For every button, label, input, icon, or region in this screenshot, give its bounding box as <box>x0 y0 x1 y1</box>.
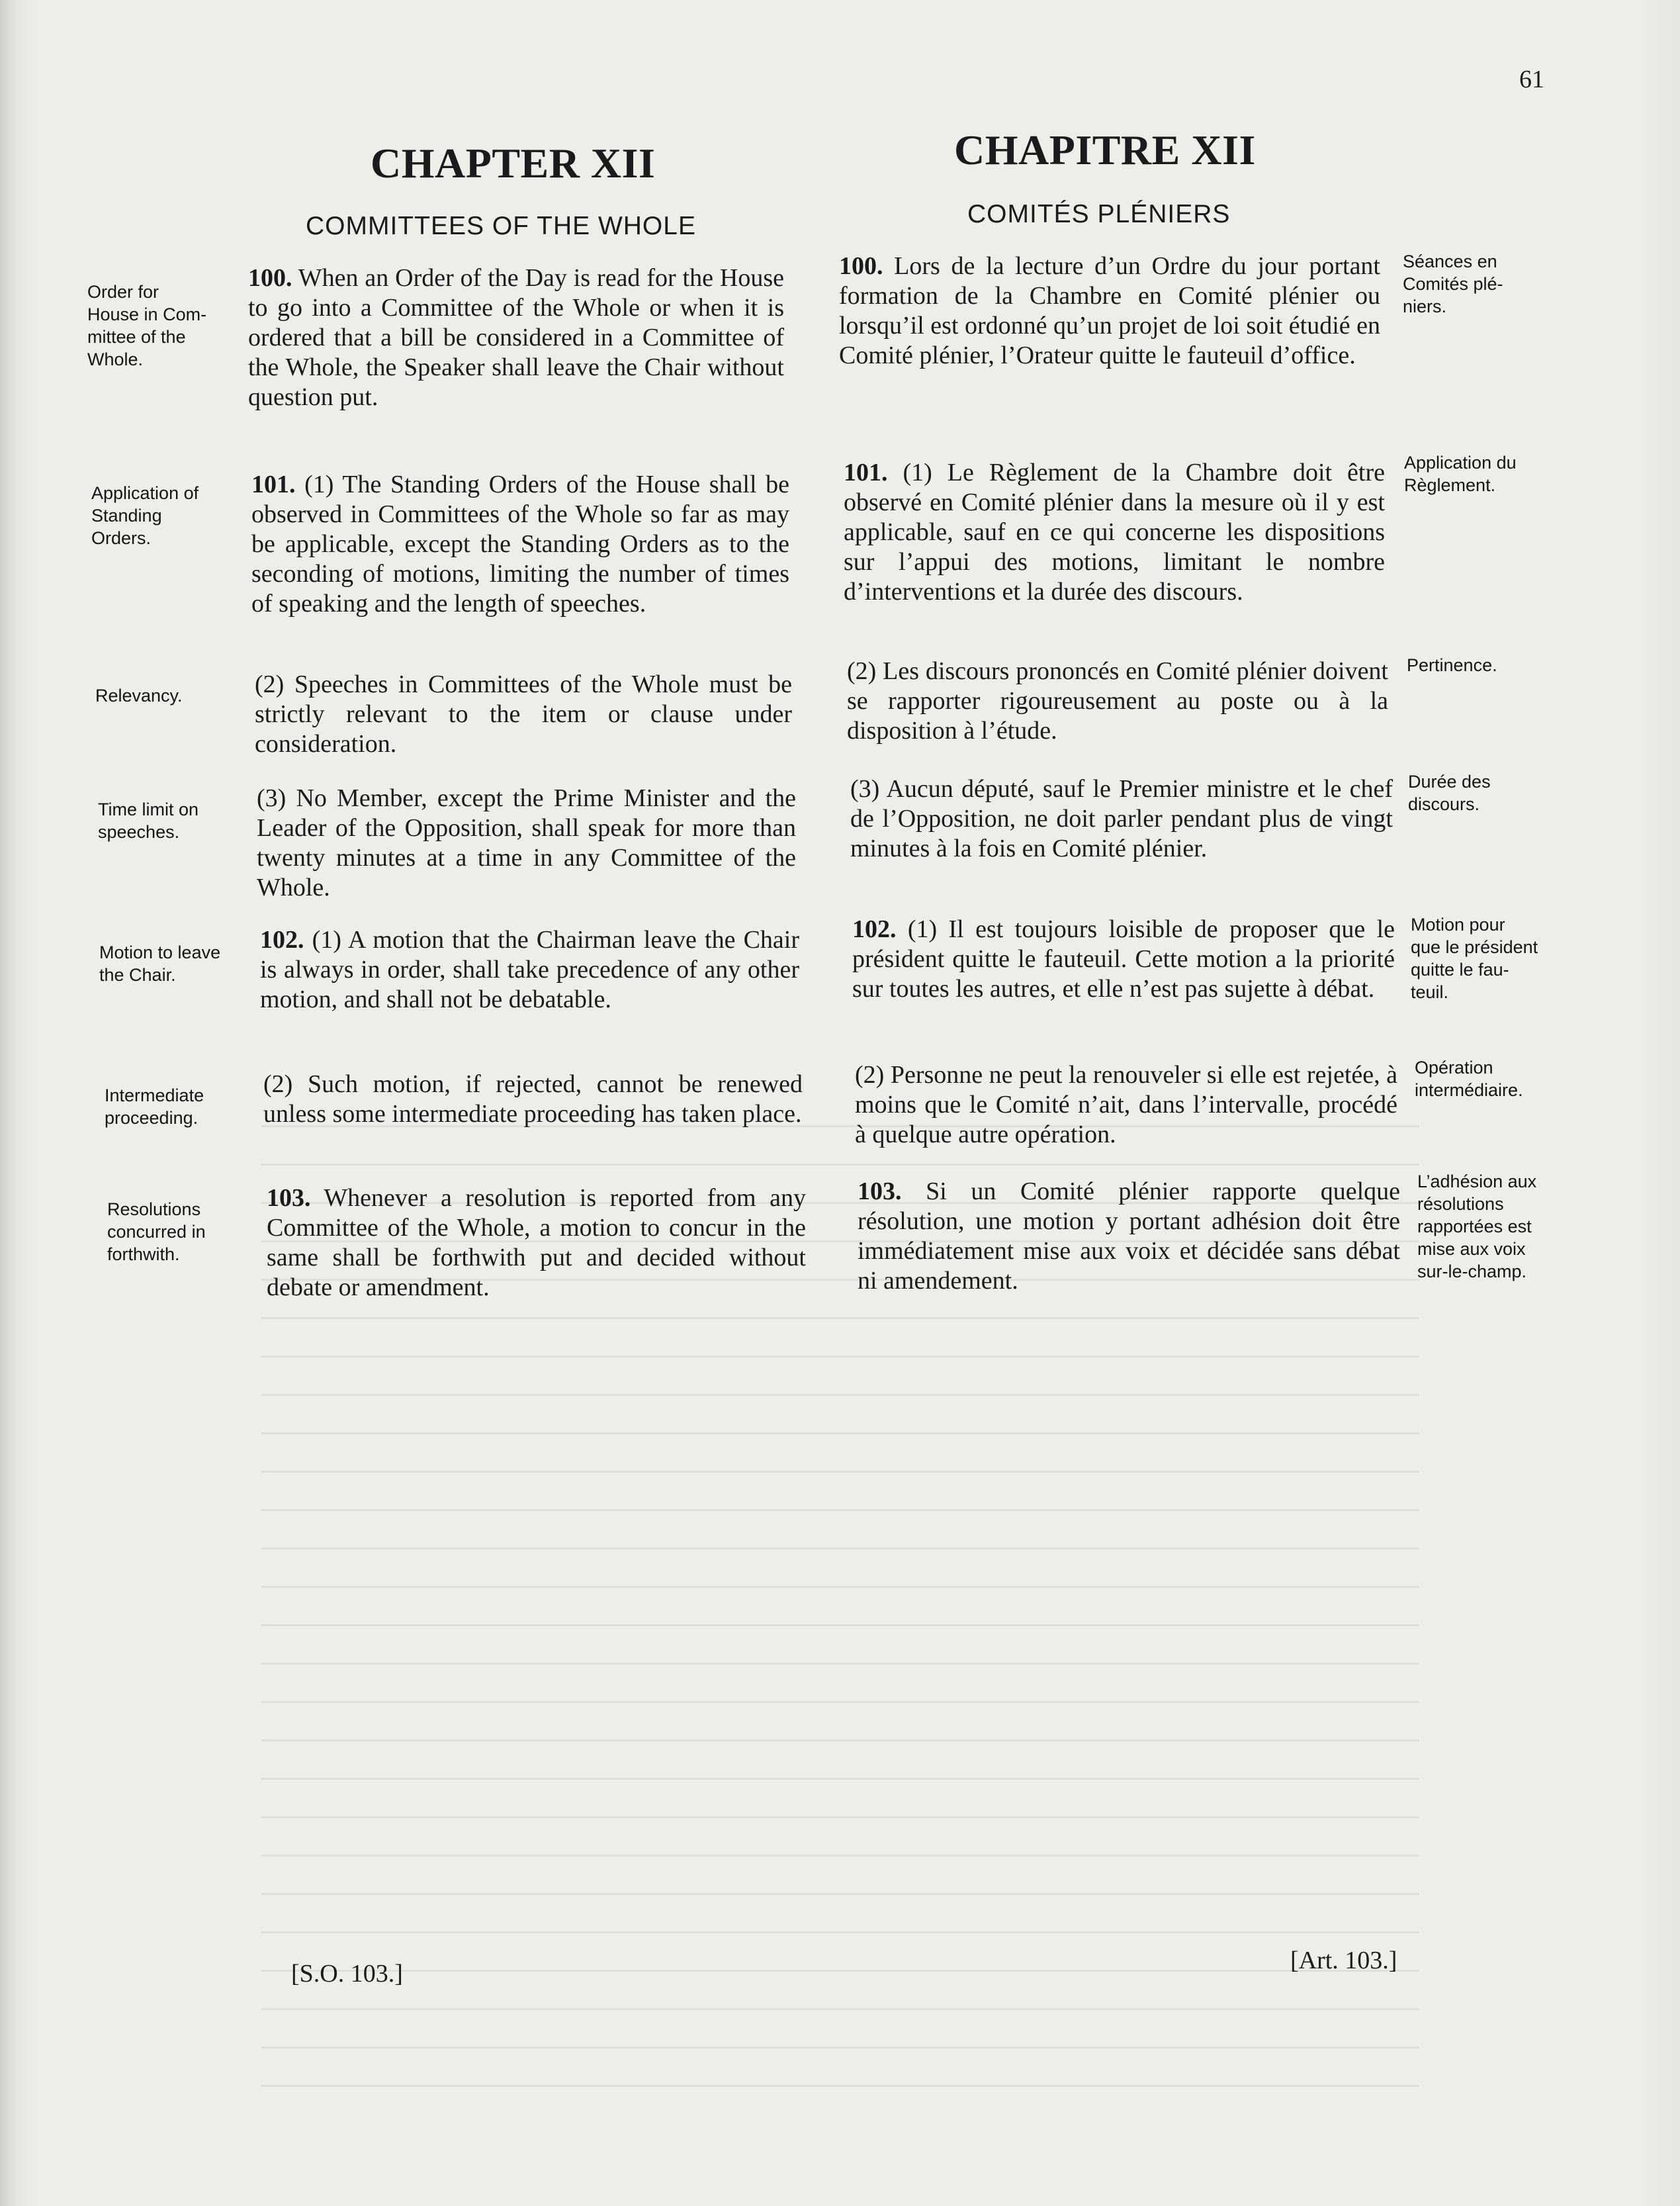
paragraph-fr: 102. (1) Il est toujours loisible de proposer que le président quitte le fauteuil. Cette motion a la priorité sur toutes les autres, et elle n’est pas sujette à débat. <box>852 915 1395 1003</box>
margin-note-fr: L’adhésion aux résolutions rapportées est mise aux voix sur-le-champ. <box>1417 1172 1537 1281</box>
chapter-title-en: CHAPTER XII <box>371 140 656 187</box>
paragraph-fr: 100. Lors de la lecture d’un Ordre du jour portant formation de la Chambre en Comité plénier ou lorsqu’il est ordonné qu’un projet de loi soit étudié en Comité plénier, l’Orateur quitte le fauteuil d’office. <box>839 252 1380 369</box>
margin-note-en: Motion to leave the Chair. <box>99 942 221 985</box>
paragraph-en: (3) No Member, except the Prime Minister and the Leader of the Opposition, shall speak for more than twenty minutes at a time in any Committee of the Whole. <box>257 784 796 901</box>
paragraph-number: 100. <box>839 252 883 280</box>
paragraph-fr: 101. (1) Le Règlement de la Chambre doit être observé en Comité plénier dans la mesure où il y est applicable, sauf en ce qui concerne les dispositions sur l’appui des motions, limitant le nombre d’interventions et la durée des discours. <box>844 459 1385 606</box>
margin-note-fr: Opération intermédiaire. <box>1415 1058 1523 1100</box>
paragraph-fr: (3) Aucun député, sauf le Premier ministre et le chef de l’Opposition, ne doit parler pendant plus de vingt minutes à la fois en Comité plénier. <box>850 775 1393 862</box>
paragraph-number: 101. <box>251 471 296 498</box>
paragraph-number: 102. <box>852 915 897 943</box>
margin-note-fr: Séances en Comités plé- niers. <box>1403 252 1503 316</box>
paragraph-fr: (2) Les discours prononcés en Comité plénier doivent se rapporter rigoureusement au poste ou à la disposition à l’étude. <box>847 657 1388 745</box>
paragraph-number: 103. <box>267 1184 311 1212</box>
chapter-title-fr: CHAPITRE XII <box>954 126 1256 173</box>
section-title-en: COMMITTEES OF THE WHOLE <box>306 212 696 240</box>
paragraph-en: (2) Speeches in Committees of the Whole must be strictly relevant to the item or clause under consideration. <box>255 670 792 758</box>
paragraph-fr: 103. Si un Comité plénier rapporte quelque résolution, une motion y portant adhésion doit être immédiatement mise aux voix et décidée sans débat ni amendement. <box>858 1177 1400 1295</box>
margin-note-en: Intermediate proceeding. <box>105 1085 204 1128</box>
paragraph-number: 101. <box>844 459 888 486</box>
margin-note-en: Resolutions concurred in forthwith. <box>107 1199 206 1264</box>
margin-note-fr: Motion pour que le président quitte le fau- teuil. <box>1411 915 1538 1002</box>
paragraph-number: 100. <box>248 264 292 292</box>
margin-note-en: Time limit on speeches. <box>98 800 199 842</box>
margin-note-fr: Durée des discours. <box>1408 772 1491 814</box>
paragraph-en: 103. Whenever a resolution is reported from any Committee of the Whole, a motion to concur in the same shall be forthwith put and decided without debate or amendment. <box>267 1184 806 1301</box>
margin-note-fr: Pertinence. <box>1407 655 1497 675</box>
paragraph-en: 102. (1) A motion that the Chairman leave the Chair is always in order, shall take precedence of any other motion, and shall not be debatable. <box>260 926 799 1013</box>
paragraph-en: 101. (1) The Standing Orders of the House shall be observed in Committees of the Whole so far as may be applicable, except the Standing Orders as to the seconding of motions, limiting the number of times of speaking and the length of speeches. <box>251 471 789 618</box>
paragraph-number: 103. <box>858 1177 902 1205</box>
margin-note-en: Application of Standing Orders. <box>91 483 199 548</box>
margin-note-en: Order for House in Com- mittee of the Whole. <box>87 282 207 369</box>
margin-note-fr: Application du Règlement. <box>1404 453 1517 495</box>
paragraph-en: 100. When an Order of the Day is read for the House to go into a Committee of the Whole or when it is ordered that a bill be considered in a Committee of the Whole, the Speaker shall leave the Chair without question put. <box>248 264 784 411</box>
paragraph-number: 102. <box>260 926 304 954</box>
paragraph-fr: (2) Personne ne peut la renouveler si elle est rejetée, à moins que le Comité n’ait, dans l’intervalle, procédé à quelque autre opération. <box>855 1061 1397 1148</box>
margin-note-en: Relevancy. <box>95 686 183 706</box>
footer-reference-en: [S.O. 103.] <box>291 1960 403 1988</box>
paragraph-en: (2) Such motion, if rejected, cannot be renewed unless some intermediate proceeding has taken place. <box>263 1070 803 1128</box>
page-number: 61 <box>1519 66 1544 93</box>
section-title-fr: COMITÉS PLÉNIERS <box>967 200 1231 228</box>
footer-reference-fr: [Art. 103.] <box>1290 1947 1397 1974</box>
